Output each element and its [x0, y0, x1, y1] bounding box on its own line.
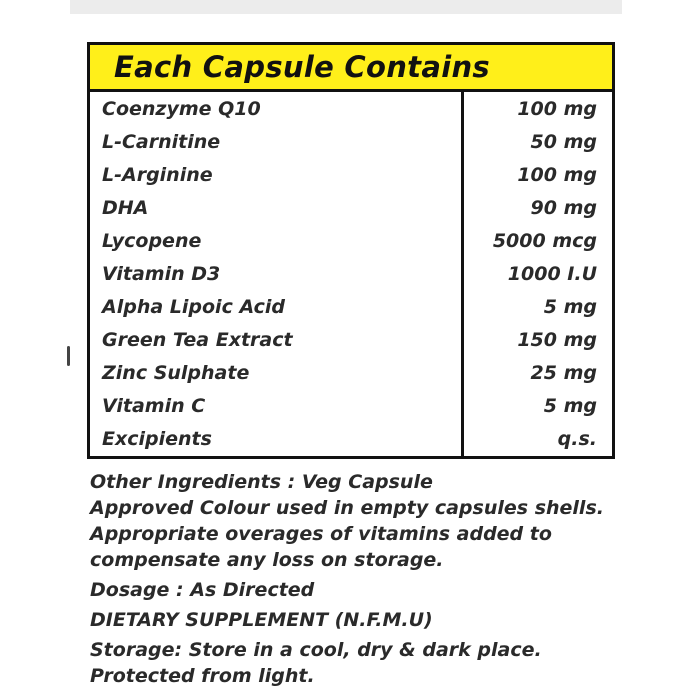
- ingredient-amount: 1000 I.U: [507, 262, 597, 285]
- other-ingredients-text: Other Ingredients : Veg Capsule: [90, 471, 433, 493]
- ingredients-table: [90, 92, 612, 456]
- protection-text: Protected from light.: [90, 665, 315, 687]
- ingredient-row: [90, 290, 612, 323]
- top-strip: [70, 0, 622, 14]
- ingredient-amount: 25 mg: [530, 361, 597, 384]
- panel-title: Each Capsule Contains: [114, 50, 490, 84]
- ingredient-row: [90, 158, 612, 191]
- column-divider: [461, 92, 464, 456]
- ingredient-amount: 150 mg: [517, 328, 597, 351]
- ingredient-name: L-Arginine: [102, 163, 213, 186]
- ingredient-name: Vitamin C: [102, 394, 206, 417]
- dosage-text: Dosage : As Directed: [90, 579, 315, 601]
- ingredient-row: [90, 422, 612, 455]
- ingredient-name: Vitamin D3: [102, 262, 221, 285]
- ingredient-name: DHA: [102, 196, 149, 219]
- colour-text: Approved Colour used in empty capsules shells.: [90, 497, 604, 519]
- supplement-category-text: DIETARY SUPPLEMENT (N.F.M.U): [90, 609, 433, 631]
- ingredient-name: Lycopene: [102, 229, 202, 252]
- storage-text: Storage: Store in a cool, dry & dark place.: [90, 639, 542, 661]
- ingredient-amount: 5000 mcg: [492, 229, 597, 252]
- ingredient-name: Green Tea Extract: [102, 328, 293, 351]
- composition-panel: [87, 42, 615, 459]
- ingredient-amount: 5 mg: [543, 295, 597, 318]
- ingredient-row: [90, 389, 612, 422]
- ingredient-amount: 100 mg: [517, 97, 597, 120]
- ingredient-row: [90, 92, 612, 125]
- ingredient-name: Excipients: [102, 427, 212, 450]
- ingredient-row: [90, 323, 612, 356]
- ingredient-row: [90, 191, 612, 224]
- panel-header: [90, 45, 612, 92]
- ingredient-name: L-Carnitine: [102, 130, 221, 153]
- edge-mark: [67, 346, 70, 366]
- ingredient-amount: 100 mg: [517, 163, 597, 186]
- label-notes: [90, 469, 650, 689]
- ingredient-row: [90, 125, 612, 158]
- ingredient-row: [90, 356, 612, 389]
- ingredient-amount: q.s.: [557, 427, 597, 450]
- ingredient-amount: 90 mg: [530, 196, 597, 219]
- ingredient-row: [90, 224, 612, 257]
- ingredient-amount: 50 mg: [530, 130, 597, 153]
- overages-text-line1: Appropriate overages of vitamins added to: [90, 523, 552, 545]
- ingredient-name: Zinc Sulphate: [102, 361, 250, 384]
- ingredient-amount: 5 mg: [543, 394, 597, 417]
- ingredient-name: Coenzyme Q10: [102, 97, 261, 120]
- ingredient-row: [90, 257, 612, 290]
- overages-text-line2: compensate any loss on storage.: [90, 549, 444, 571]
- ingredient-name: Alpha Lipoic Acid: [102, 295, 285, 318]
